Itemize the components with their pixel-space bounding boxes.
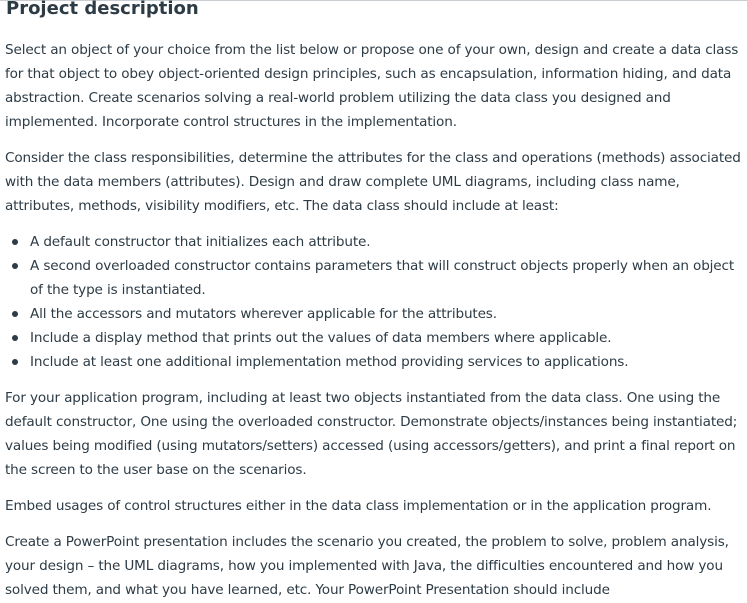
- control-structures-paragraph: Embed usages of control structures either in the data class implementation or in the application program.: [5, 498, 712, 514]
- list-item: All the accessors and mutators wherever applicable for the attributes.: [30, 302, 745, 326]
- presentation-paragraph: Create a PowerPoint presentation includes the scenario you created, the problem to solve, problem analysis, your design – the UML diagrams, how you implemented with Java, the difficulties encountered and how you solved them, and what you have learned, etc. Your PowerPoint Presentation should include: [5, 534, 729, 598]
- intro-paragraph: Select an object of your choice from the list below or propose one of your own, design and create a data class for that object to obey object-oriented design principles, such as encapsulation, information hiding, and data abstraction. Create scenarios solving a real-world problem utilizing the data class you designed and implemented. Incorporate control structures in the implementation.: [5, 42, 739, 130]
- list-item: A default constructor that initializes each attribute.: [30, 230, 745, 254]
- responsibilities-paragraph: Consider the class responsibilities, determine the attributes for the class and operations (methods) associated with the data members (attributes). Design and draw complete UML diagrams, including class name, attributes, methods, visibility modifiers, etc. The data class should include at least:: [5, 150, 741, 214]
- list-item: Include at least one additional implementation method providing services to applications.: [30, 350, 745, 374]
- list-item: A second overloaded constructor contains parameters that will construct objects properly when an object of the type is instantiated.: [30, 254, 745, 302]
- list-item: Include a display method that prints out the values of data members where applicable.: [30, 326, 745, 350]
- application-paragraph: For your application program, including at least two objects instantiated from the data class. One using the default constructor, One using the overloaded constructor. Demonstrate objects/instances being instantiated; values being modified (using mutators/setters) accessed (using accessors/getters), and print a final report on the screen to the user base on the scenarios.: [5, 390, 738, 478]
- page-title: Project description: [6, 0, 199, 19]
- requirements-list: [5, 230, 745, 374]
- document-body: [5, 38, 745, 603]
